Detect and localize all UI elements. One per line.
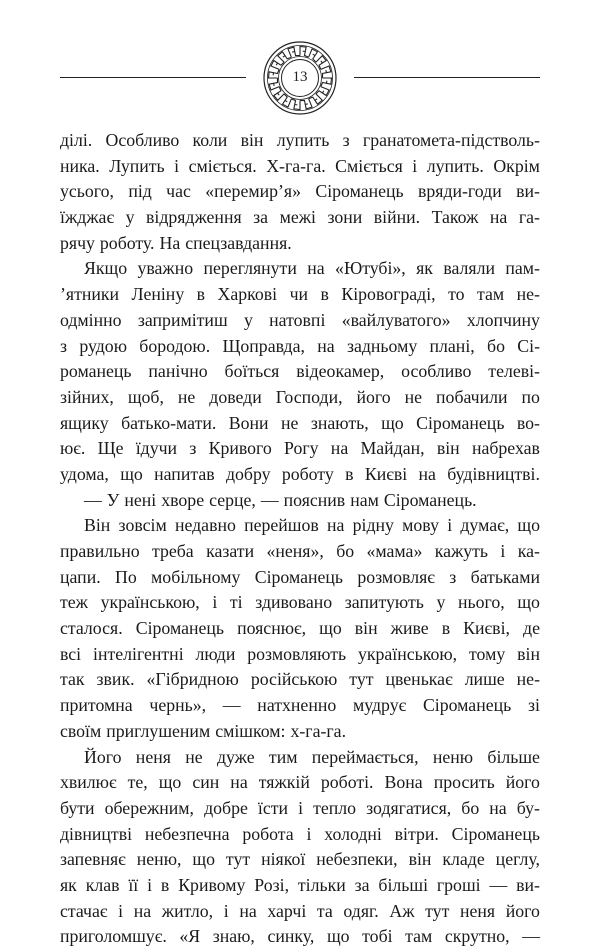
text-line: бути обережним, добре їсти і тепло зодягатися, бо на бу-	[60, 797, 540, 818]
ornament-meander-segment	[316, 87, 329, 96]
page-number: 13	[292, 69, 308, 85]
text-line: романець панічно боїться відеокамер, особливо телеві-	[60, 361, 540, 382]
text-line: ’ятники Леніну в Харкові чи в Кіровограді, то там не-	[60, 284, 540, 305]
text-line: приголомшує. «Я знаю, синку, що тобі там скрутно, —	[60, 926, 540, 947]
ornament-meander-segment	[309, 49, 318, 62]
text-line: зійних, щоб, не доведи Господи, його не побачили по	[60, 386, 540, 407]
ornament-meander-segment	[300, 99, 312, 109]
body-text	[60, 128, 540, 950]
text-line: усього, під час «перемир’я» Сіроманець вряди-годи ви-	[60, 181, 540, 202]
text-line: рячу роботу. На спецзавдання.	[60, 232, 292, 253]
header-rule-right	[354, 77, 540, 78]
text-line: так звик. «Гібридною російською тут цвенькає лише не-	[60, 669, 540, 690]
text-line: цапи. По мобільному Сіроманець розмовляє з батьками	[60, 566, 540, 587]
text-line: ящику батько-мати. Вони не знають, що Сіроманець во-	[60, 412, 540, 433]
text-line: притомна чернь», — натхненно мудрує Сіроманець зі	[60, 695, 540, 716]
header-rule-left	[60, 77, 246, 78]
page-header	[60, 40, 540, 116]
text-line: як клав її і в Кривому Розі, тільки за більші гроші — ви-	[60, 874, 540, 895]
text-line: одмінно запримітиш у натовпі «вайлуватого» хлопчину	[60, 309, 540, 330]
text-line: правильно треба казати «неня», бо «мама» кажуть і ка-	[60, 541, 540, 561]
text-line: — У нені хворе серце, — пояснив нам Сіроманець.	[84, 489, 477, 510]
text-line: запевняє неню, що тут ніякої небезпеки, він кладе цеглу,	[60, 849, 540, 870]
text-line: удома, що напитав добру роботу в Києві на будівництві.	[60, 463, 540, 484]
text-line: ділі. Особливо коли він лупить з гранатомета-підстволь-	[60, 130, 540, 150]
text-line: ює. Ще їдучи з Кривого Рогу на Майдан, він набрехав	[60, 438, 540, 459]
page-number-ornament	[262, 40, 338, 116]
text-line: своїм приглушеним смішком: х-га-га.	[60, 720, 347, 741]
text-line: сталося. Сіроманець пояснює, що він живе в Києві, де	[60, 618, 540, 639]
text-line: Його неня не дуже тим переймається, неню більше	[84, 746, 540, 767]
text-line: Якщо уважно переглянути на «Ютубі», як валяли пам-	[84, 258, 540, 279]
text-line: з рудою бородою. Щоправда, на задньому плані, бо Сі-	[60, 335, 540, 356]
ornament-meander-segment	[291, 99, 300, 110]
text-line: теж українською, і ті здивовано запитують у нього, що	[60, 592, 540, 613]
ornament-meander-segment	[283, 94, 292, 107]
text-line: Він зовсім недавно перейшов на рідну мову і думає, що	[84, 515, 540, 536]
ornament-meander-segment	[288, 47, 300, 57]
text-line: їжджає у відрядження за межі зони війни. Також на га-	[60, 207, 540, 228]
text-line: ника. Лупить і сміється. Х-га-га. Сміється і лупить. Окрім	[60, 155, 540, 176]
text-line: хвилює те, що син на тяжкій роботі. Вона просить його	[60, 772, 540, 793]
text-line: стачає і на житло, і на харчі та одяг. Аж тут неня його	[60, 900, 540, 921]
text-line: всі інтелігентні люди розмовляють українською, тому він	[60, 643, 540, 664]
text-line: дівництві небезпечна робота і холодні вітри. Сіроманець	[60, 823, 540, 844]
ornament-meander-segment	[300, 47, 309, 58]
